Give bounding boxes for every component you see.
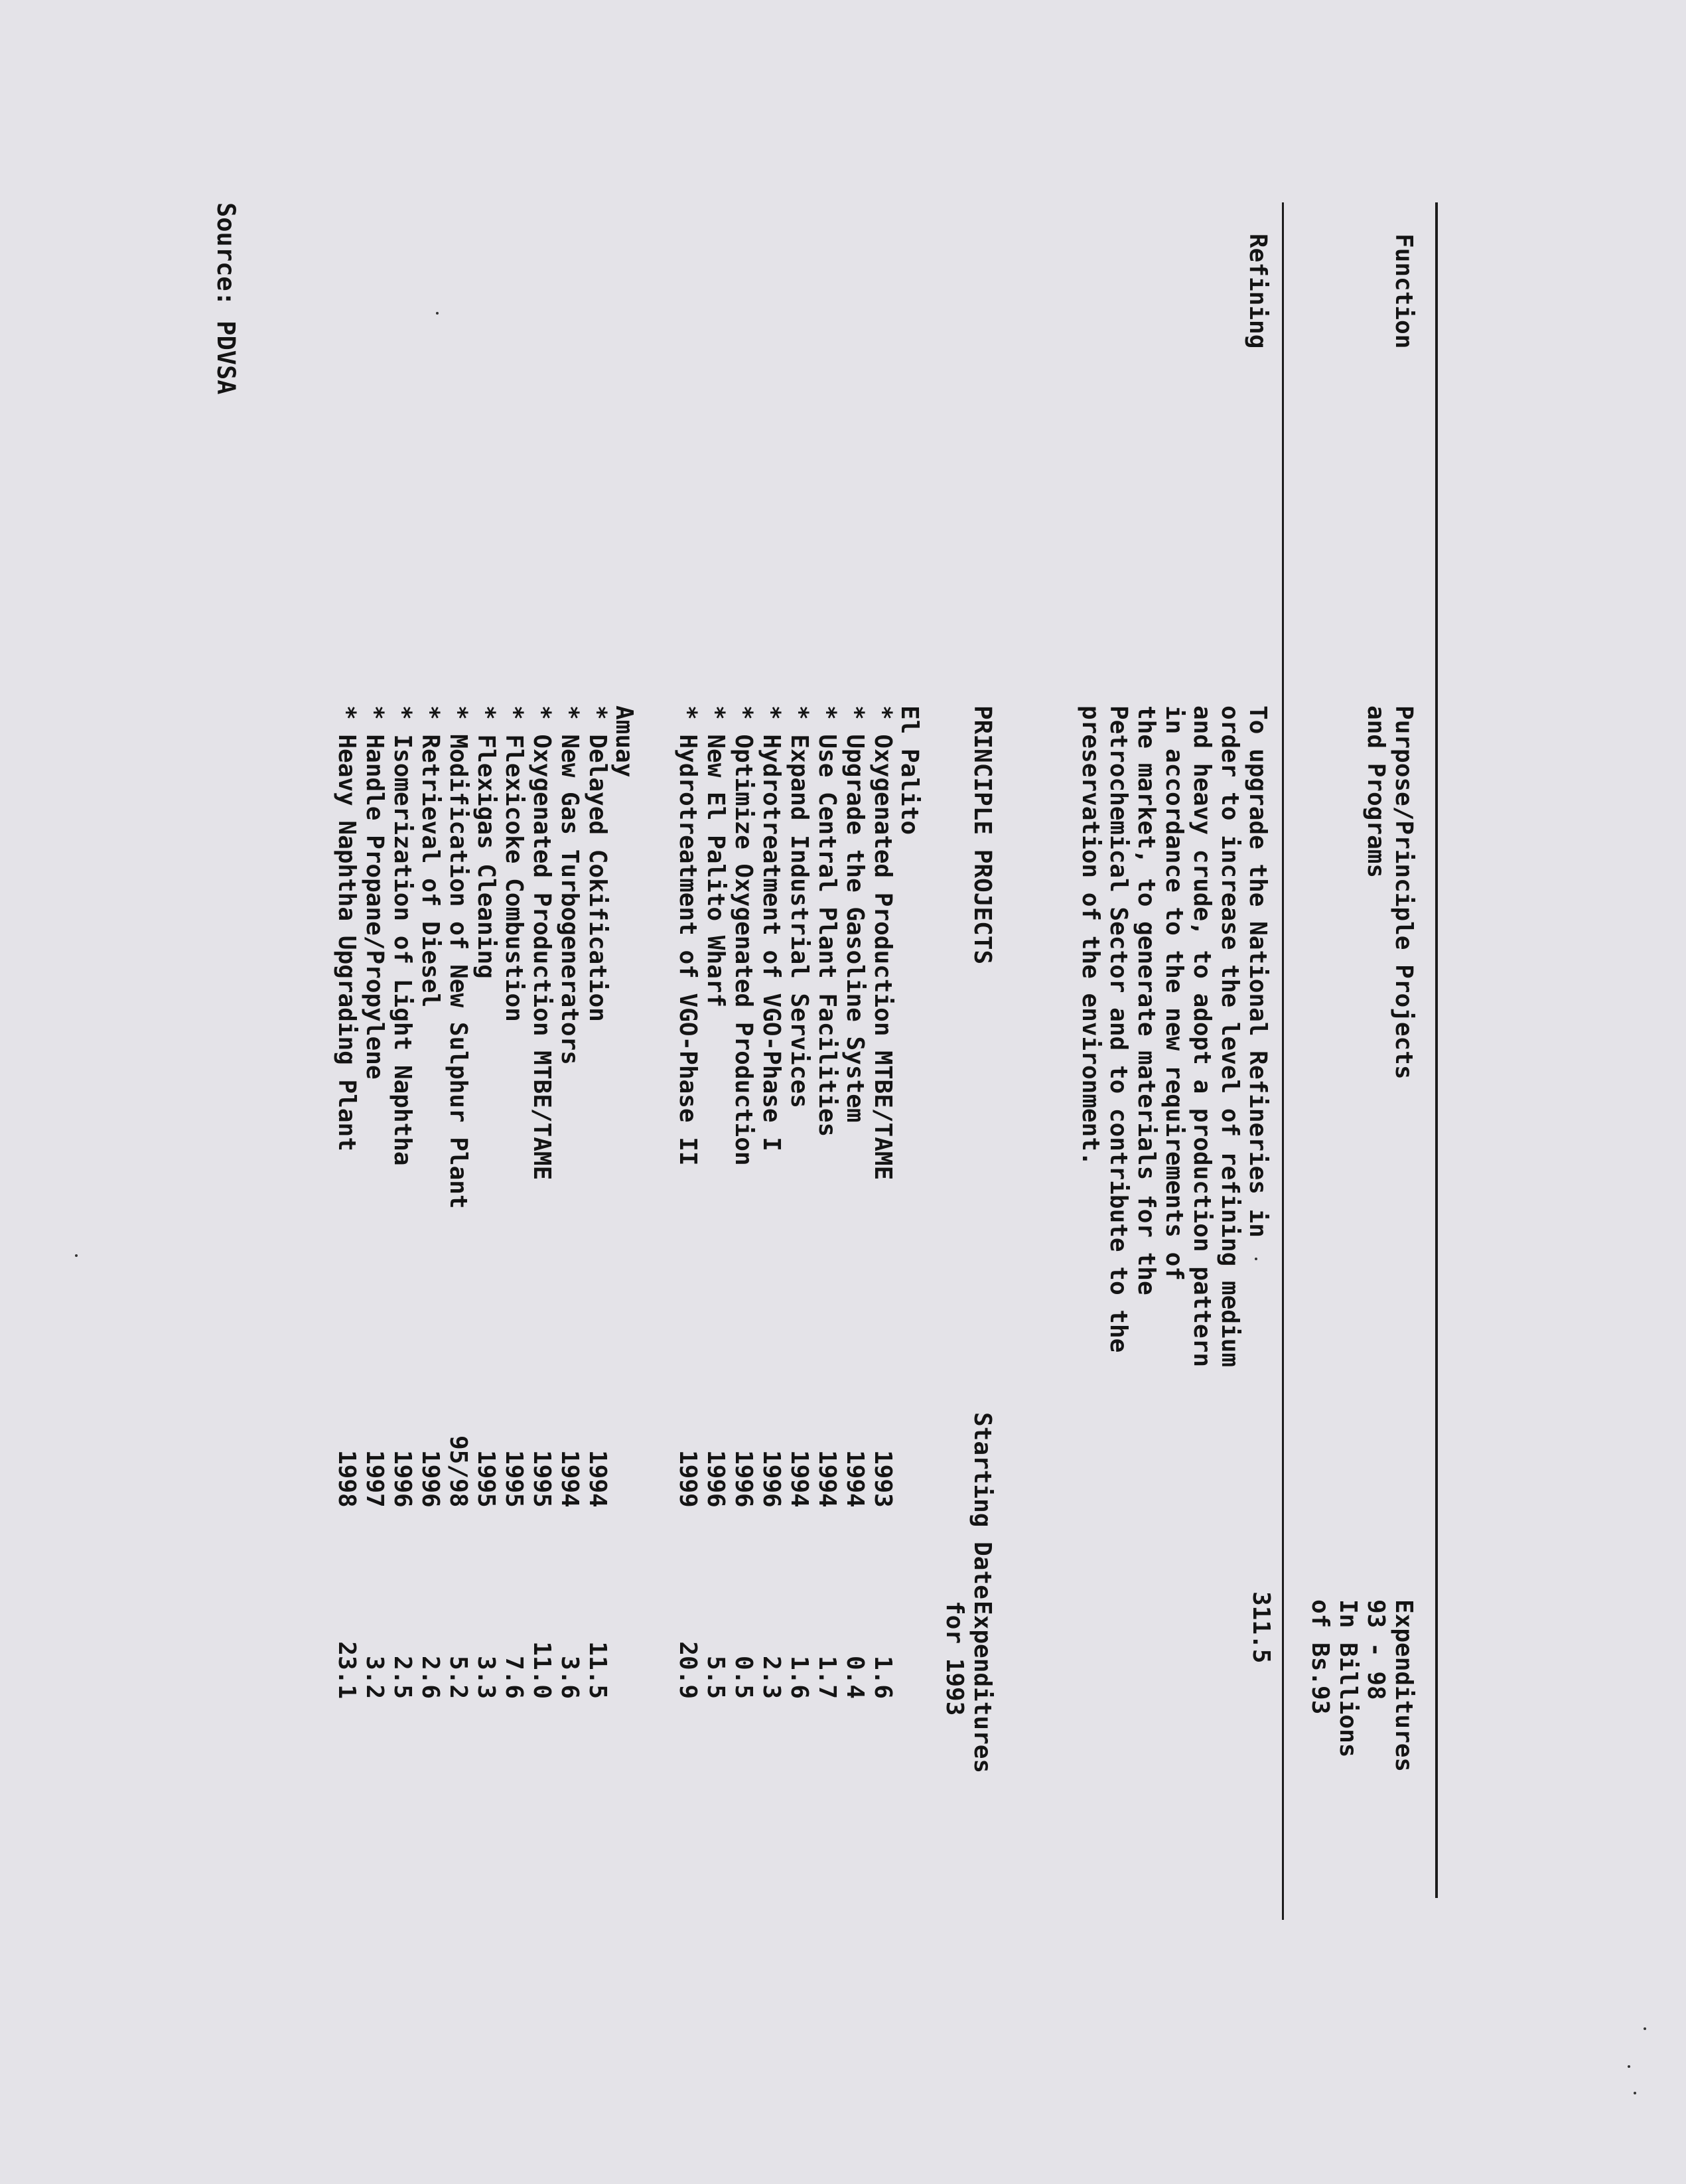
project-expenditure: 3.3 [472, 1655, 500, 1699]
project-start-date: 1994 [556, 1450, 583, 1508]
project-start-date: 1998 [333, 1450, 360, 1508]
project-name: * Use Central Plant Facilities [813, 705, 841, 1137]
project-start-date: 1994 [584, 1450, 611, 1508]
project-start-date: 1994 [813, 1450, 841, 1508]
project-start-date: 1993 [869, 1450, 896, 1508]
project-expenditure: 5.5 [702, 1655, 729, 1699]
expenditures-header-line1: Expenditures [1390, 1599, 1417, 1773]
project-expenditure: 20.9 [674, 1641, 701, 1699]
project-expenditure: 2.3 [758, 1655, 785, 1699]
expenditures-1993-header-line2: for 1993 [941, 1601, 968, 1716]
project-expenditure: 11.5 [584, 1641, 611, 1699]
project-name: * Flexigas Cleaning [472, 705, 500, 979]
project-name: * Expand Industrial Services [786, 705, 813, 1108]
project-name: * Heavy Naphtha Upgrading Plant [333, 705, 360, 1151]
scan-speck [75, 1254, 78, 1257]
project-name: * Oxygenated Production MTBE/TAME [528, 705, 555, 1181]
scan-speck [436, 312, 439, 315]
project-expenditure: 7.6 [500, 1655, 527, 1699]
principle-projects-heading: PRINCIPLE PROJECTS [969, 705, 996, 965]
project-start-date: 1995 [472, 1450, 500, 1508]
project-expenditure: 2.6 [417, 1655, 444, 1699]
project-expenditure: 1.6 [786, 1655, 813, 1699]
project-expenditure: 0.5 [730, 1655, 757, 1699]
purpose-line: in accordance to the new requirements of [1160, 705, 1188, 1281]
project-expenditure: 23.1 [333, 1641, 360, 1699]
expenditures-header-line4: of Bs.93 [1306, 1599, 1334, 1715]
starting-date-header: Starting Date [969, 1412, 996, 1599]
project-expenditure: 11.0 [528, 1641, 555, 1699]
scan-speck [1628, 2065, 1630, 2068]
project-name: * Isomerization of Light Naphtha [389, 705, 416, 1166]
project-name: * Oxygenated Production MTBE/TAME [869, 705, 896, 1181]
project-start-date: 1996 [389, 1450, 416, 1508]
group-name-amuay: Amuay [610, 705, 638, 778]
purpose-line: To upgrade the National Refineries in [1244, 705, 1271, 1238]
project-start-date: 1995 [528, 1450, 555, 1508]
project-name: * Hydrotreatment of VGO-Phase I [758, 705, 785, 1151]
project-name: * New El Palito Wharf [702, 705, 729, 1008]
scan-speck [1255, 1258, 1257, 1260]
project-expenditure: 3.6 [556, 1655, 583, 1699]
project-start-date: 1996 [417, 1450, 444, 1508]
project-expenditure: 2.5 [389, 1655, 416, 1699]
top-rule [1435, 202, 1438, 1898]
purpose-line: order to increase the level of refining medium [1216, 705, 1243, 1367]
total-expenditure: 311.5 [1247, 1591, 1275, 1664]
project-start-date: 1996 [702, 1450, 729, 1508]
project-name: * Flexicoke Combustion [500, 705, 527, 1022]
project-start-date: 1996 [730, 1450, 757, 1508]
purpose-line: and heavy crude, to adopt a production pattern [1188, 705, 1216, 1367]
project-expenditure: 5.2 [445, 1655, 472, 1699]
scan-speck [1634, 2092, 1636, 2094]
purpose-line: Petrochemical Sector and to contribute to the [1105, 705, 1132, 1353]
expenditures-1993-header-line1: Expenditures [969, 1601, 996, 1774]
project-start-date: 1994 [786, 1450, 813, 1508]
project-start-date: 1997 [361, 1450, 388, 1508]
project-name: * Optimize Oxygenated Production [730, 705, 757, 1166]
project-start-date: 1994 [841, 1450, 869, 1508]
project-name: * Handle Propane/Propylene [361, 705, 388, 1080]
function-header: Function [1390, 234, 1417, 349]
purpose-line: preservation of the environment. [1077, 705, 1104, 1166]
project-name: * Retrieval of Diesel [417, 705, 444, 1008]
project-start-date: 95/98 [445, 1435, 472, 1508]
function-refining: Refining [1244, 234, 1271, 349]
project-expenditure: 3.2 [361, 1655, 388, 1699]
group-name-el-palito: El Palito [896, 705, 923, 836]
project-name: * Upgrade the Gasoline System [841, 705, 869, 1123]
header-rule [1282, 202, 1284, 1920]
project-expenditure: 0.4 [841, 1655, 869, 1699]
purpose-header-line2: and Programs [1362, 705, 1389, 879]
expenditures-header-line3: In Billions [1334, 1599, 1362, 1758]
purpose-line: the market, to generate materials for the [1133, 705, 1160, 1295]
purpose-header-line1: Purpose/Principle Projects [1390, 705, 1417, 1080]
project-name: * New Gas Turbogenerators [556, 705, 583, 1065]
project-name: * Modification of New Sulphur Plant [445, 705, 472, 1209]
project-start-date: 1996 [758, 1450, 785, 1508]
project-name: * Hydrotreatment of VGO-Phase II [674, 705, 701, 1166]
project-expenditure: 1.7 [813, 1655, 841, 1699]
project-start-date: 1999 [674, 1450, 701, 1508]
expenditures-header-line2: 93 - 98 [1362, 1599, 1389, 1700]
source-note: Source: PDVSA [212, 202, 240, 395]
project-start-date: 1995 [500, 1450, 527, 1508]
project-name: * Delayed Cokification [584, 705, 611, 1022]
scan-speck [1644, 2027, 1646, 2030]
project-expenditure: 1.6 [869, 1655, 896, 1699]
